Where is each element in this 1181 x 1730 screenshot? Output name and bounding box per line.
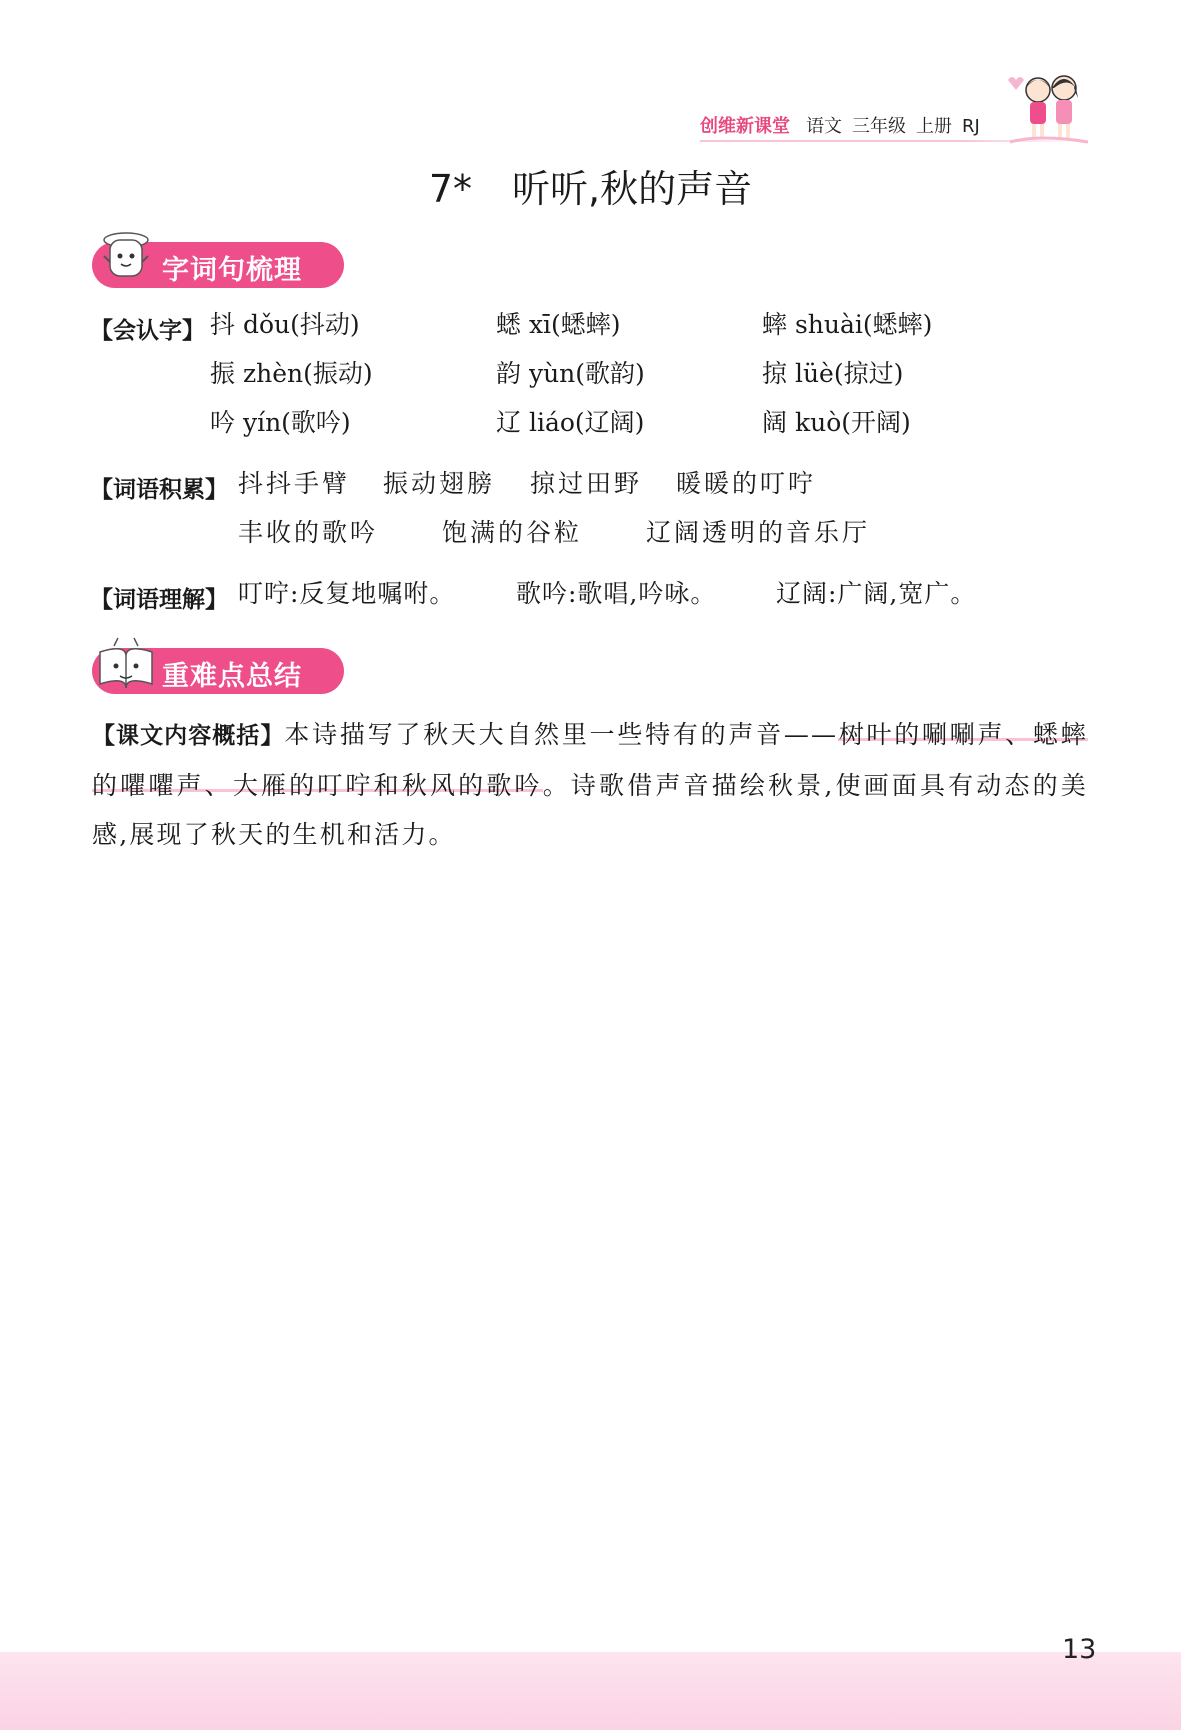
vocab-item: 饱满的谷粒: [442, 518, 583, 547]
char-item: 掠 lüè(掠过): [762, 359, 904, 388]
vocab-item: 暖暖的叮咛: [676, 469, 817, 498]
summary-text-1: 本诗描写了秋天大自然里一些特有的声音——: [284, 720, 839, 749]
mascot-icon: [94, 226, 158, 294]
summary-highlight: 树叶的唰唰声、蟋蟀的㘗㘗声、大雁的叮咛和秋风的歌吟: [92, 720, 1088, 800]
header-edition: RJ: [962, 116, 980, 137]
header-volume: 上册: [916, 116, 952, 137]
summary-paragraph: [92, 710, 1088, 859]
char-item: 振 zhèn(振动): [210, 359, 373, 388]
meaning-item: 歌吟:歌唱,吟咏。: [516, 579, 717, 608]
char-item: 辽 liáo(辽阔): [496, 408, 645, 437]
lesson-number: 7*: [428, 167, 473, 211]
kids-illustration-icon: [1000, 66, 1090, 154]
char-item: 蟀 shuài(蟋蟀): [762, 310, 933, 339]
meaning-item: 叮咛:反复地嘱咐。: [238, 579, 456, 608]
char-item: 韵 yùn(歌韵): [496, 359, 645, 388]
char-item: 阔 kuò(开阔): [762, 408, 911, 437]
vocab-item: 辽阔透明的音乐厅: [646, 518, 871, 547]
header-subject: 语文: [806, 116, 842, 137]
char-item: 抖 dǒu(抖动): [210, 310, 360, 339]
header-grade: 三年级: [852, 116, 906, 137]
footer-band: [0, 1652, 1181, 1730]
lesson-title: [0, 158, 1181, 213]
section-title-vocabulary: 字词句梳理: [162, 255, 302, 286]
vocab-item: 掠过田野: [530, 469, 643, 498]
page-number: 13: [1062, 1634, 1097, 1665]
header-brand: 创维新课堂: [700, 116, 790, 137]
meaning-label: 【词语理解】: [90, 587, 228, 613]
section-title-key-points: 重难点总结: [162, 661, 302, 692]
vocab-item: 抖抖手臂: [238, 469, 351, 498]
meaning-item: 辽阔:广阔,宽广。: [776, 579, 977, 608]
summary-label: 【课文内容概括】: [92, 723, 285, 749]
book-mascot-icon: [94, 632, 158, 700]
vocab-item: 振动翅膀: [383, 469, 496, 498]
vocab-item: 丰收的歌吟: [238, 518, 379, 547]
section-header-key-points: [92, 648, 344, 694]
section-header-vocabulary: [92, 242, 344, 288]
char-item: 吟 yín(歌吟): [210, 408, 351, 437]
recognize-label: 【会认字】: [90, 318, 205, 344]
vocab-label: 【词语积累】: [90, 477, 228, 503]
summary-text-2: 。诗歌借声音描绘秋景,使画面具有动态的美感,展现了秋天的生机和活力。: [92, 771, 1089, 849]
running-header: [700, 112, 980, 138]
lesson-title-text: 听听,秋的声音: [512, 167, 753, 211]
char-item: 蟋 xī(蟋蟀): [496, 310, 621, 339]
